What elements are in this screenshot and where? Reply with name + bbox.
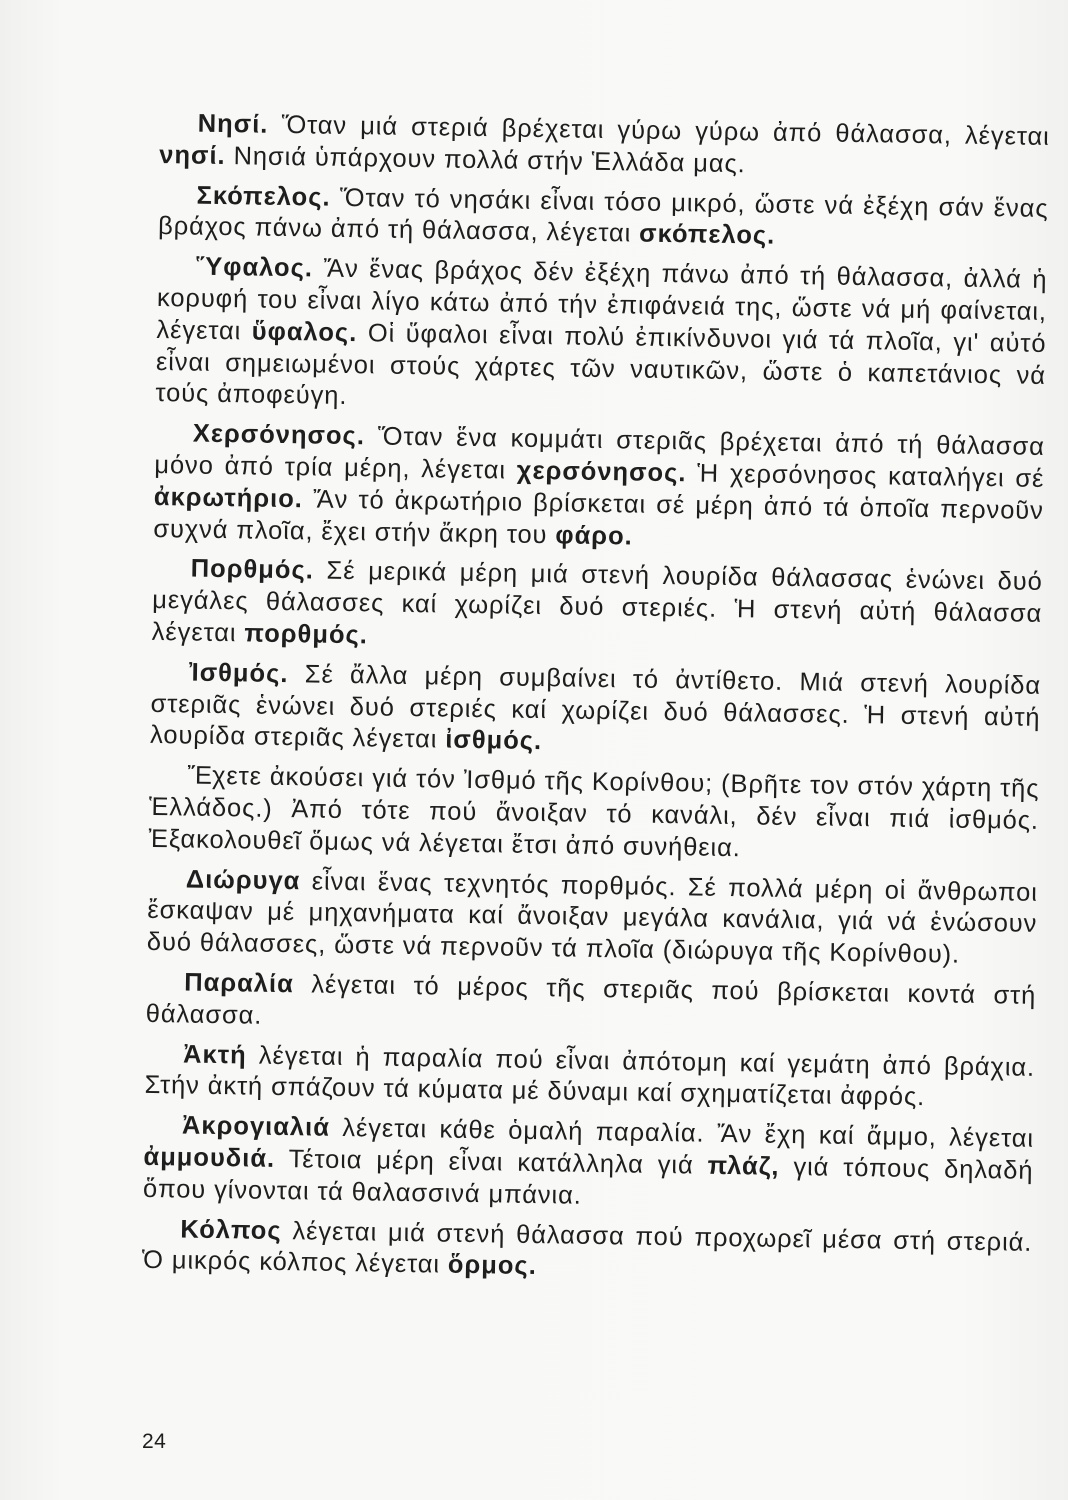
bold-term: ἀκρωτήριο.: [153, 482, 304, 514]
paragraph-text: λέγεται τό μέρος τῆς στεριᾶς πού βρίσκεται κοντά στή θάλασσα.: [145, 970, 1037, 1030]
bold-term: Νησί.: [197, 109, 269, 139]
paragraph-chersonisos: [153, 418, 1045, 559]
paragraph-diorygа: [147, 863, 1038, 972]
bold-term: Παραλία: [184, 968, 294, 999]
bold-term: πορθμός.: [244, 619, 369, 650]
bold-term: Ἰσθμός.: [188, 658, 289, 688]
bold-term: ὅρμος.: [447, 1250, 537, 1281]
paragraph-text: Ἄν ἕνας βράχος δέν ἐξέχη πάνω ἀπό τή θάλασσα, ἀλλά ἡ κορυφή του εἶναι λίγο κάτω ἀπό τήν ἐπιφάνειά της, ὥστε νά μή φαίνεται, λέγεται: [156, 254, 1048, 346]
paragraph-text: λέγεται μιά στενή θάλασσα πού προχωρεῖ μέσα στή στεριά. Ὁ μικρός κόλπος λέγεται: [141, 1216, 1033, 1279]
bold-term: Σκόπελος.: [196, 181, 331, 212]
paragraph-text: Νησιά ὑπάρχουν πολλά στήν Ἑλλάδα μας.: [225, 141, 746, 179]
bold-term: σκόπελος.: [638, 219, 776, 251]
bold-term: ἰσθμός.: [445, 725, 543, 756]
paragraph-akti: [144, 1038, 1035, 1116]
paragraph-isthmos: [150, 657, 1041, 766]
bold-term: Χερσόνησος.: [192, 419, 366, 451]
paragraph-text: Τέτοια μέρη εἶναι κατάλληλα γιά: [274, 1144, 708, 1180]
bold-term: πλάζ,: [707, 1151, 780, 1181]
paragraph-text: Ἔχετε ἀκούσει γιά τόν Ἰσθμό τῆς Κορίνθου; (Βρῆτε τον στόν χάρτη τῆς Ἑλλάδος.) Ἀπό τότε πού ἄνοιξαν τό κανάλι, δέν εἶναι πιά ἰσθμός. Ἐξακολουθεῖ ὅμως νά λέγεται ἔτσι ἀπό συνήθεια.: [148, 761, 1040, 862]
paragraph-text: Ὅταν τό νησάκι εἶναι τόσο μικρό, ὥστε νά ἐξέχη σάν ἕνας βράχος πάνω ἀπό τή θάλασσα, λέγεται: [157, 183, 1049, 248]
bold-term: ἀμμουδιά.: [143, 1142, 276, 1173]
paragraph-text: γιά τόπους δηλαδή ὅπου γίνονται τά θαλασσινά μπάνια.: [142, 1152, 1034, 1210]
paragraph-paralia: [146, 967, 1037, 1045]
bold-term: φάρο.: [555, 520, 633, 551]
bold-term: Ἀκρογιαλιά: [181, 1111, 331, 1142]
bold-term: Ὕφαλος.: [195, 252, 314, 283]
page-number: 24: [142, 1430, 167, 1453]
paragraph-text: Σέ ἄλλα μέρη συμβαίνει τό ἀντίθετο. Μιά στενή λουρίδα στεριᾶς ἑνώνει δυό στεριές καί χωρίζει δυό θάλασσες. Ἡ στενή αὐτή λουρίδα στεριᾶς λέγεται: [149, 659, 1042, 754]
paragraph-korinthos: [148, 760, 1039, 869]
paragraph-text: λέγεται κάθε ὁμαλή παραλία. Ἄν ἔχη καί ἄμμο, λέγεται: [329, 1113, 1035, 1153]
bold-term: χερσόνησος.: [516, 456, 687, 488]
paragraph-text: Ὅταν μιά στεριά βρέχεται γύρω γύρω ἀπό θάλασσα, λέγεται: [268, 110, 1050, 151]
paragraph-yfalos: [155, 251, 1047, 424]
paragraph-text: Ἄν τό ἀκρωτήριο βρίσκεται σέ μέρη ἀπό τά ὁποῖα περνοῦν συχνά πλοῖα, ἔχει στήν ἄκρη του: [153, 485, 1045, 549]
page-body-text: [142, 108, 1050, 1299]
paragraph-kolpos: [142, 1213, 1033, 1291]
paragraph-text: λέγεται ἡ παραλία πού εἶναι ἀπότομη καί γεμάτη ἀπό βράχια. Στήν ἀκτή σπάζουν τά κύματα μέ δύναμι καί σχηματίζεται ἀφρός.: [144, 1040, 1036, 1112]
bold-term: ὕφαλος.: [251, 317, 358, 347]
paragraph-text: Ὅταν ἕνα κομμάτι στεριᾶς βρέχεται ἀπό τή θάλασσα μόνο ἀπό τρία μέρη, λέγεται: [154, 422, 1046, 485]
bold-term: Ἀκτή: [182, 1039, 247, 1069]
bold-term: νησί.: [159, 140, 226, 170]
paragraph-text: εἶναι ἕνας τεχνητός πορθμός. Σέ πολλά μέρη οἱ ἄνθρωποι ἔσκαψαν μέ μηχανήματα καί ἄνοιξαν μεγάλα κανάλια, γιά νά ἑνώσουν δυό θάλασσες, ὥστε νά περνοῦν τά πλοῖα (διώρυγα τῆς Κορίνθου).: [146, 866, 1039, 969]
bold-term: Κόλπος: [180, 1214, 282, 1245]
paragraph-text: Σέ μερικά μέρη μιά στενή λουρίδα θάλασσας ἑνώνει δυό μεγάλες θάλασσες καί χωρίζει δυό στεριές. Ἡ στενή αὐτή θάλασσα λέγεται: [151, 556, 1043, 648]
paragraph-skopelos: [158, 180, 1049, 258]
bold-term: Διώρυγα: [185, 865, 301, 895]
paragraph-text: Ἡ χερσόνησος καταλήγει σέ: [686, 459, 1045, 493]
paragraph-porthmos: [152, 553, 1043, 662]
paragraph-nisi: [159, 108, 1050, 186]
bold-term: Πορθμός.: [190, 554, 315, 585]
paragraph-text: Οἱ ὕφαλοι εἶναι πολύ ἐπικίνδυνοι γιά τά πλοῖα, γι' αὐτό εἶναι σημειωμένοι στούς χάρτες τῶν ναυτικῶν, ὥστε ὁ καπετάνιος νά τούς ἀποφεύγη.: [155, 318, 1047, 411]
paragraph-akrogialia: [143, 1110, 1034, 1219]
